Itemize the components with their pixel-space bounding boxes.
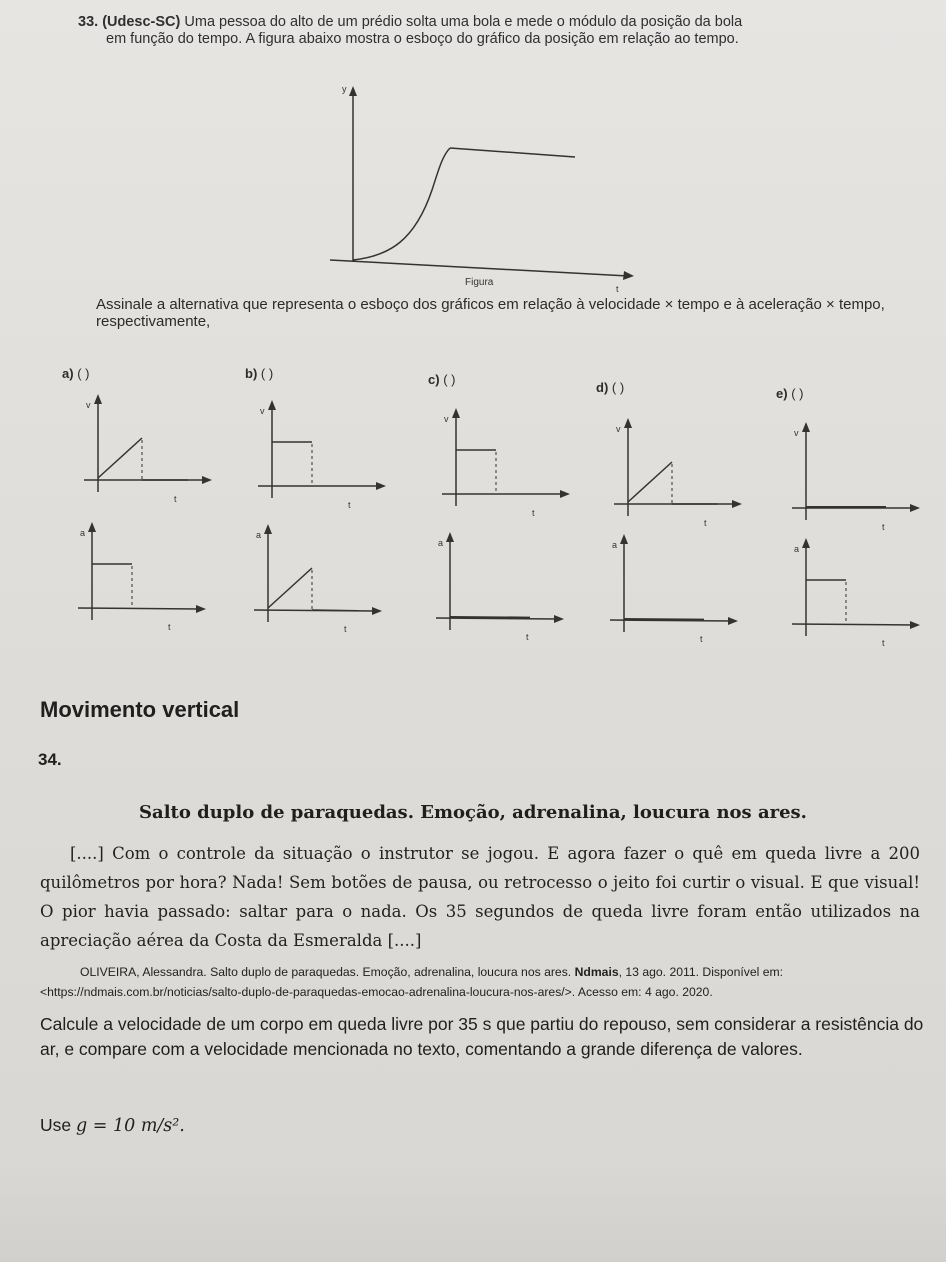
graph-curve-ramp: [98, 438, 142, 478]
graph-t-letter: t: [344, 624, 347, 634]
position-time-figure: [320, 80, 640, 300]
t-axis-arrow: [910, 621, 920, 629]
gravity-value: g = 10 m/s².: [76, 1116, 185, 1136]
t-axis: [792, 624, 914, 625]
task-text: Calcule a velocidade de um corpo em queda livre por 35 s que partiu do repouso, sem considerar a resistência do ar, e compare com a velocidade mencionada no texto, comentando a grande diferença de valores.: [40, 1014, 924, 1059]
y-axis-arrow: [620, 534, 628, 544]
question-number: 33.: [78, 14, 99, 30]
gravity-hint: Use g = 10 m/s².: [40, 1115, 185, 1136]
graph-axis-letter: v: [260, 406, 265, 416]
t-axis-arrow: [728, 617, 738, 625]
t-axis: [78, 608, 200, 609]
option-e-acceleration-graph: [786, 534, 926, 654]
option-c-acceleration-graph: [430, 528, 570, 648]
question-instruction: Assinale a alternativa que representa o esboço dos gráficos em relação à velocidade × tempo e à aceleração × tempo, respectivamente,: [96, 296, 885, 330]
t-axis-arrow: [732, 500, 742, 508]
option-a-label[interactable]: a) ( ): [62, 366, 90, 381]
t-axis-arrow: [376, 482, 386, 490]
option-d-velocity-graph: [608, 414, 748, 534]
y-axis-arrow: [452, 408, 460, 418]
graph-curve-zero: [624, 619, 704, 620]
question-33-statement: [78, 14, 898, 48]
option-a-acceleration-graph: [72, 518, 212, 638]
option-b-checkbox[interactable]: ( ): [260, 366, 274, 381]
graph-axis-letter: a: [256, 530, 262, 540]
graph-curve-ramp: [628, 462, 672, 502]
option-e-checkbox[interactable]: ( ): [791, 386, 804, 401]
graph-axis-letter: a: [794, 544, 800, 554]
option-e-velocity-graph: [786, 418, 926, 538]
graph-curve-ramp: [268, 568, 312, 608]
graph-t-letter: t: [704, 518, 707, 528]
t-axis-label: t: [616, 284, 619, 294]
option-c-checkbox[interactable]: ( ): [443, 372, 456, 387]
option-d-acceleration-graph: [604, 530, 744, 650]
graph-t-letter: t: [348, 500, 351, 510]
option-d-checkbox[interactable]: ( ): [611, 380, 625, 395]
news-excerpt-text: [....] Com o controle da situação o instrutor se jogou. E agora fazer o quê em queda livre a 200 quilômetros por hora? Nada! Sem botões de pausa, ou retrocesso o jeito foi curtir o visual. E que visual! O pior havia passado: saltar para o nada. Os 35 segundos de queda livre foram então utilizados na apreciação aérea da Costa da Esmeralda [....]: [40, 844, 920, 950]
graph-t-letter: t: [882, 638, 885, 648]
y-axis-arrow: [94, 394, 102, 404]
graph-t-letter: t: [174, 494, 177, 504]
graph-t-letter: t: [882, 522, 885, 532]
page-shadow: [0, 1150, 946, 1262]
graph-axis-letter: v: [794, 428, 799, 438]
news-excerpt: [40, 839, 920, 955]
question-34-task: [40, 1012, 932, 1062]
t-axis-arrow: [202, 476, 212, 484]
option-b-velocity-graph: [252, 396, 392, 516]
y-axis-arrow: [802, 538, 810, 548]
y-axis-arrow: [268, 400, 276, 410]
graph-t-letter: t: [526, 632, 529, 642]
statement-line-2: em função do tempo. A figura abaixo mostra o esboço do gráfico da posição em relação ao tempo.: [106, 31, 739, 47]
option-c-velocity-graph: [436, 404, 576, 524]
t-axis-arrow: [910, 504, 920, 512]
option-c-label[interactable]: c) ( ): [428, 372, 456, 387]
graph-axis-letter: v: [444, 414, 449, 424]
graph-t-letter: t: [168, 622, 171, 632]
graph-t-letter: t: [532, 508, 535, 518]
graph-axis-letter: v: [616, 424, 621, 434]
citation: [40, 962, 930, 1002]
option-a-velocity-graph: [78, 390, 218, 510]
citation-publisher: Ndmais: [574, 965, 619, 979]
option-b-acceleration-graph: [248, 520, 388, 640]
question-source: (Udesc-SC): [102, 14, 181, 30]
graph-axis-letter: a: [438, 538, 444, 548]
option-e-label[interactable]: e) ( ): [776, 386, 804, 401]
section-title: Movimento vertical: [40, 697, 240, 722]
question-number: 34.: [38, 750, 62, 769]
t-axis-arrow: [560, 490, 570, 498]
graph-t-letter: t: [700, 634, 703, 644]
news-title: Salto duplo de paraquedas. Emoção, adrenalina, loucura nos ares.: [139, 802, 807, 823]
figure-caption: Figura: [465, 277, 494, 288]
citation-line-2: <https://ndmais.com.br/noticias/salto-duplo-de-paraquedas-emocao-adrenalina-loucura-nos-ares/>. Acesso em: 4 ago. 2020.: [40, 985, 713, 999]
t-axis-arrow: [554, 615, 564, 623]
t-axis-arrow: [196, 605, 206, 613]
y-axis-arrow: [88, 522, 96, 532]
statement-line-1: Uma pessoa do alto de um prédio solta uma bola e mede o módulo da posição da bola: [184, 14, 743, 30]
y-axis-arrow: [446, 532, 454, 542]
graph-after-line: [312, 610, 358, 611]
y-axis-arrow: [264, 524, 272, 534]
graph-curve-zero: [450, 617, 530, 618]
graph-axis-letter: v: [86, 400, 91, 410]
option-b-label[interactable]: b) ( ): [245, 366, 274, 381]
graph-axis-letter: a: [80, 528, 86, 538]
t-axis-arrow: [372, 607, 382, 615]
y-axis-arrow: [802, 422, 810, 432]
graph-axis-letter: a: [612, 540, 618, 550]
y-axis-label: y: [342, 84, 347, 94]
y-axis-arrow: [624, 418, 632, 428]
citation-line-1: OLIVEIRA, Alessandra. Salto duplo de paraquedas. Emoção, adrenalina, loucura nos ares. Ndmais, 13 ago. 2011. Disponível em:: [80, 965, 784, 979]
option-d-label[interactable]: d) ( ): [596, 380, 625, 395]
option-a-checkbox[interactable]: ( ): [77, 366, 90, 381]
